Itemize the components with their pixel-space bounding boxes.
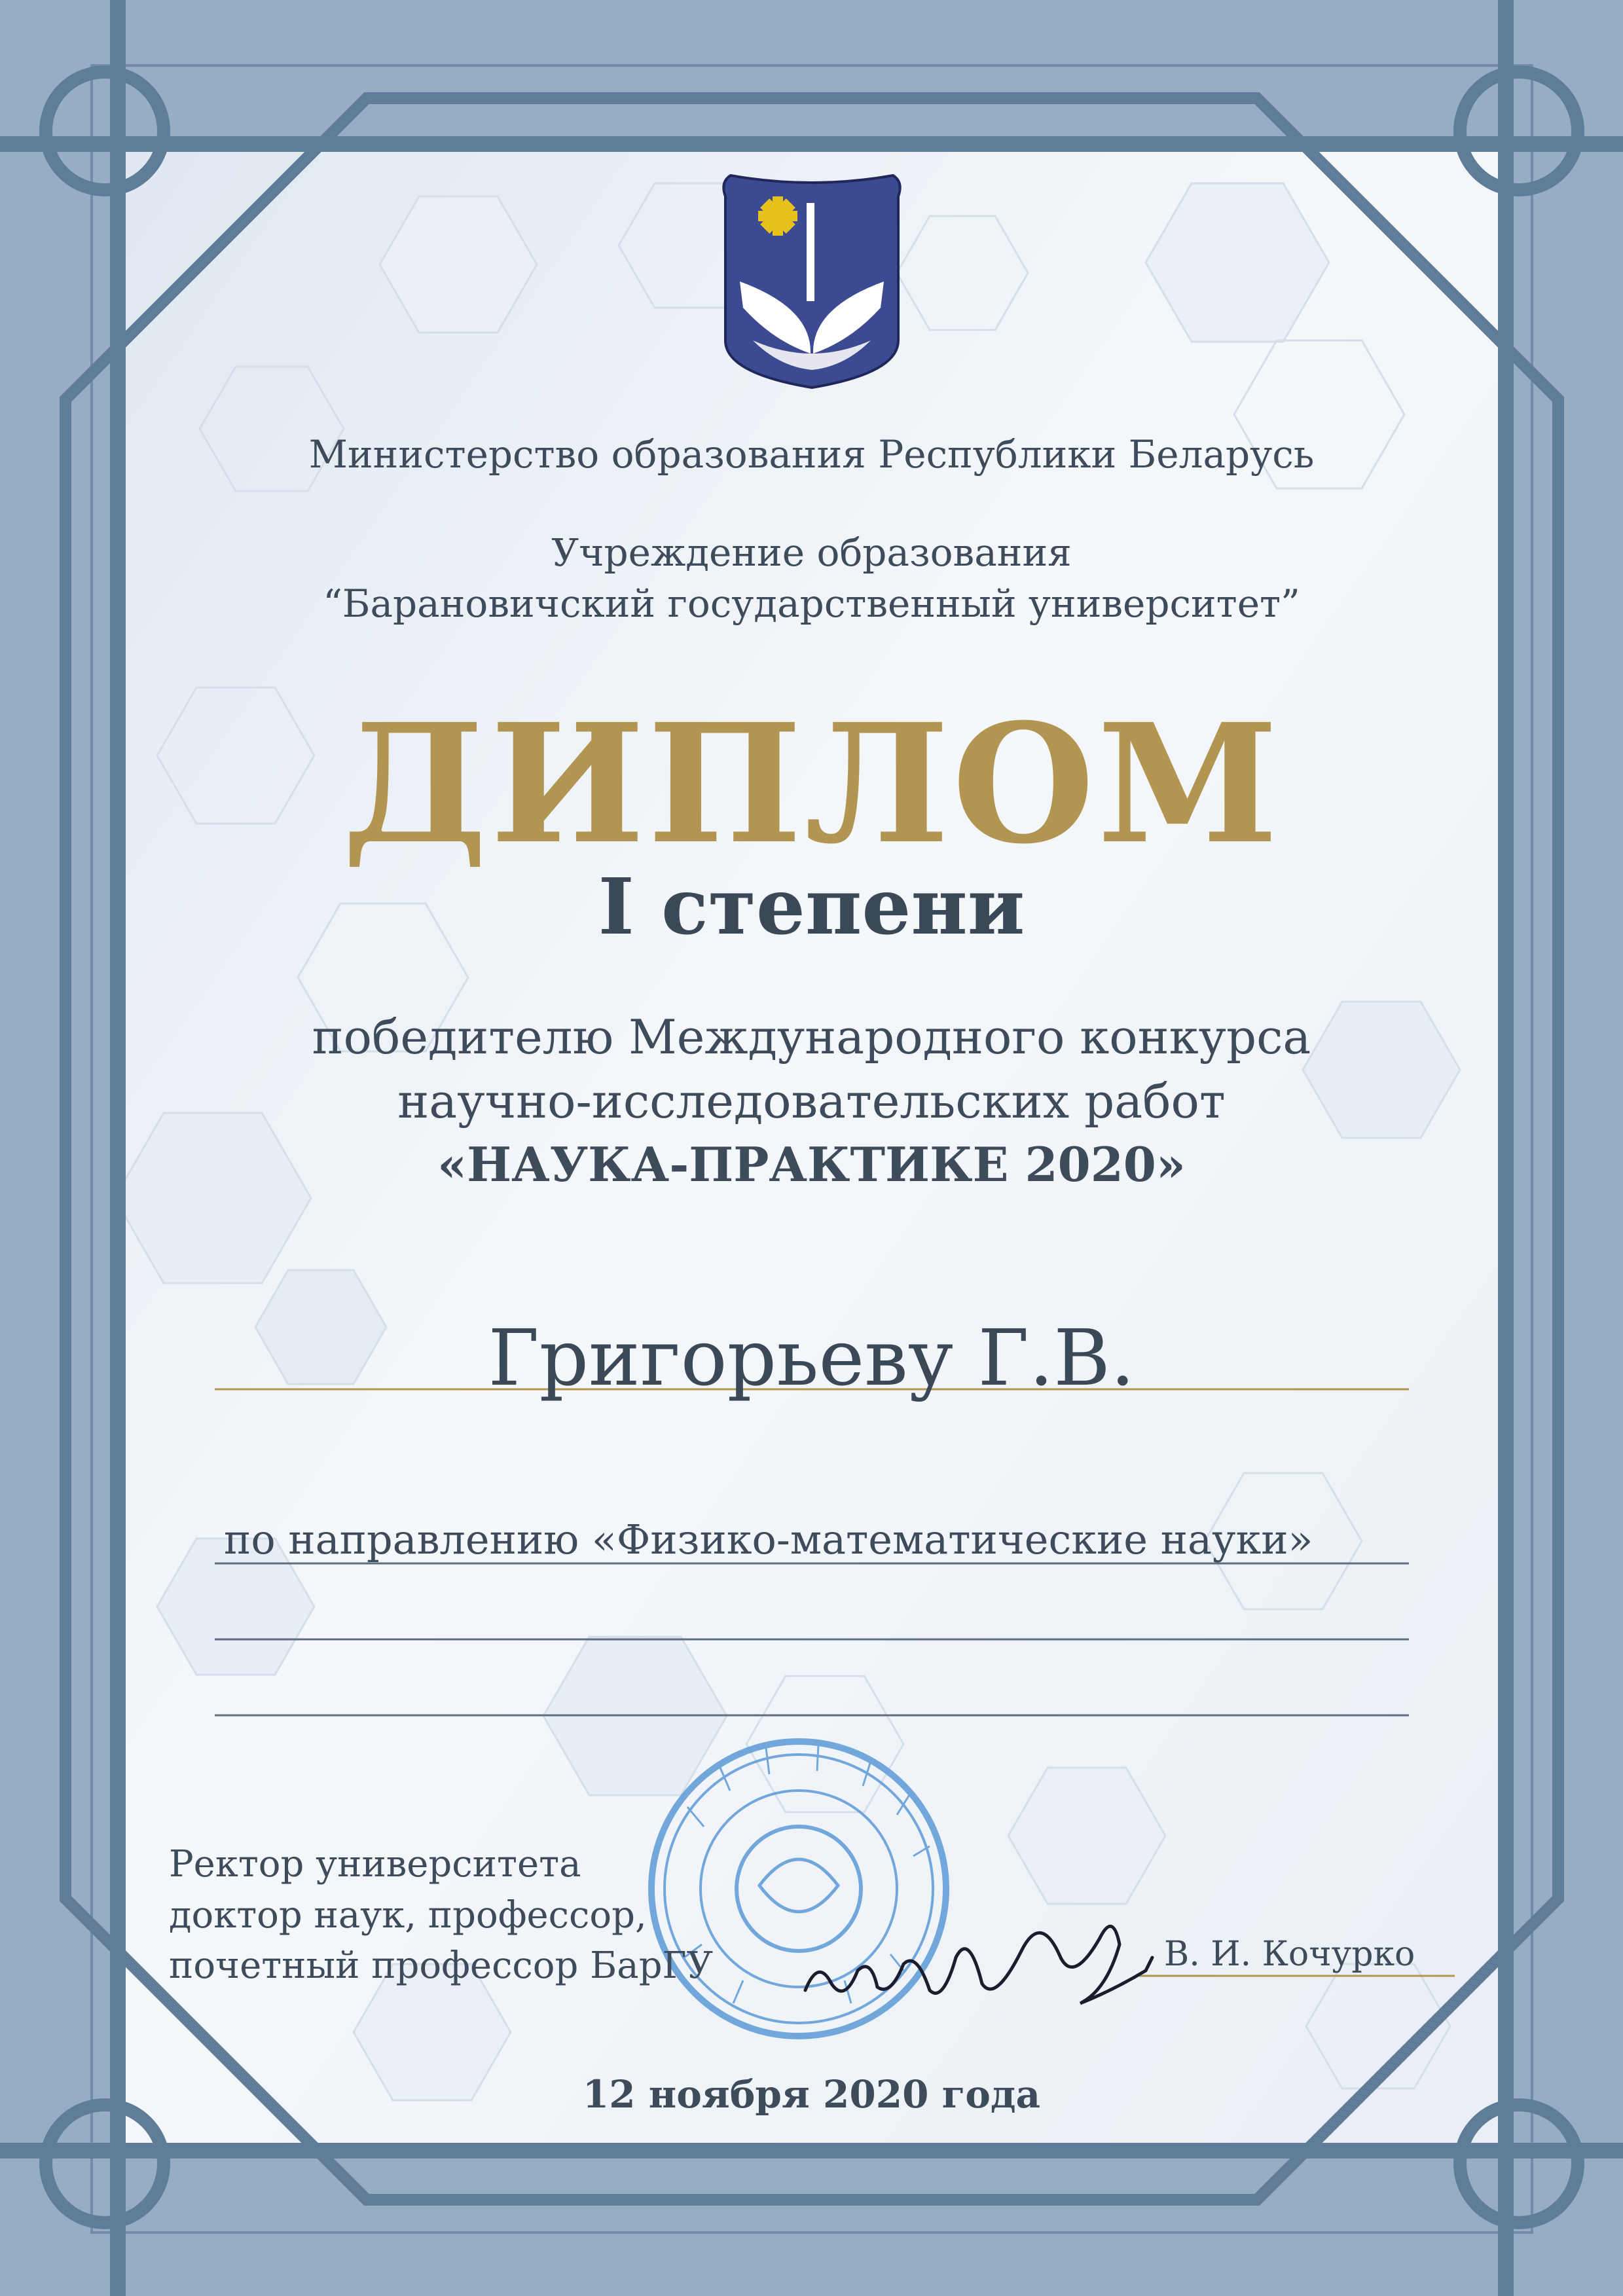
rector-name: В. И. Кочурко xyxy=(1164,1935,1415,1974)
direction-field: по направлению «Физико-математические науки» xyxy=(224,1516,1313,1563)
university-coat-of-arms xyxy=(723,175,900,388)
institution-type: Учреждение образования xyxy=(551,530,1072,575)
ministry-name: Министерство образования Республики Беларусь xyxy=(308,432,1315,477)
recipient-name: Григорьеву Г.В. xyxy=(488,1313,1135,1403)
institution-name: “Барановичский государственный университет” xyxy=(323,581,1300,626)
award-line-1: победителю Международного конкурса xyxy=(312,1010,1311,1065)
diploma-title: ДИПЛОМ xyxy=(342,687,1281,880)
contest-name: «НАУКА-ПРАКТИКЕ 2020» xyxy=(437,1137,1186,1192)
rector-title-line-3: почетный профессор БарГУ xyxy=(169,1944,714,1987)
rector-title-line-2: доктор наук, профессор, xyxy=(169,1894,647,1937)
diploma-degree: I степени xyxy=(598,861,1025,952)
issue-date: 12 ноября 2020 года xyxy=(582,2072,1041,2117)
award-line-2: научно-исследовательских работ xyxy=(397,1074,1226,1129)
rector-title-line-1: Ректор университета xyxy=(169,1843,581,1886)
